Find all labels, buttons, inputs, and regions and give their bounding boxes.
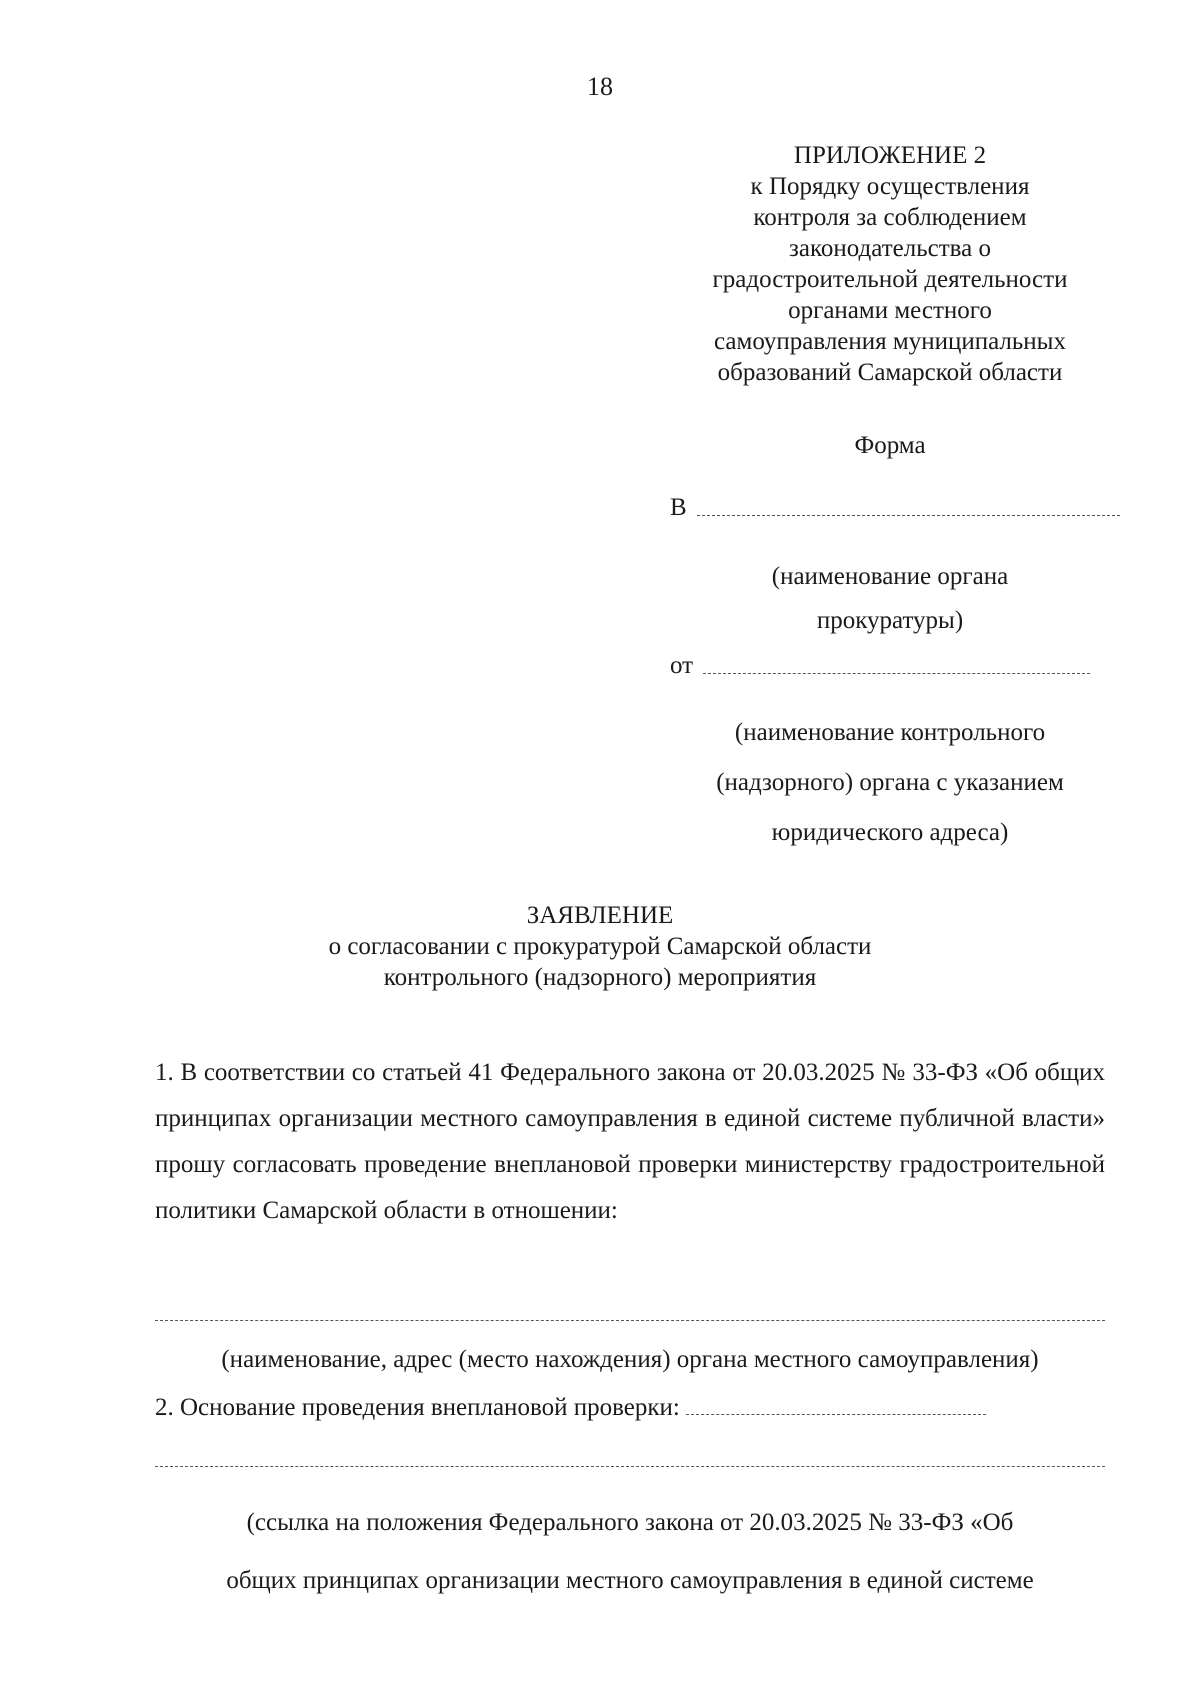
appendix-heading: ПРИЛОЖЕНИЕ 2	[793, 142, 987, 169]
addressee-from-line	[670, 652, 1120, 680]
addressee-from-caption-line: юридического адреса)	[771, 819, 1009, 846]
appendix-line: образований Самарской области	[717, 359, 1063, 386]
basis-caption	[155, 1494, 1105, 1610]
title-heading: ЗАЯВЛЕНИЕ	[526, 902, 674, 929]
appendix-line: к Порядку осуществления	[750, 173, 1030, 200]
appendix-line: законодательства о	[789, 235, 991, 262]
addressee-to-caption-line: (наименование органа	[771, 563, 1009, 590]
basis-fill-line[interactable]	[686, 1413, 986, 1415]
addressee-from-caption-line: (наименование контрольного	[734, 719, 1046, 746]
paragraph-2-text: 2. Основание проведения внеплановой проверки:	[155, 1394, 680, 1421]
addressee-to-caption	[660, 555, 1120, 643]
addressee-to-prefix: В	[670, 494, 687, 521]
paragraph-2	[155, 1394, 1105, 1422]
appendix-block	[660, 140, 1120, 388]
basis-fill-line-2[interactable]	[155, 1466, 1105, 1467]
object-caption: (наименование, адрес (место нахождения) органа местного самоуправления)	[221, 1346, 1039, 1373]
paragraph-1: 1. В соответствии со статьей 41 Федерального закона от 20.03.2025 № 33-ФЗ «Об общих принципах организации местного самоуправления в единой системе публичной власти» прошу согласовать проведение внеплановой проверки министерству градостроительной политики Самарской области в отношении:	[155, 1059, 1105, 1224]
addressee-to-line	[670, 494, 1120, 522]
addressee-from-prefix: от	[670, 652, 694, 679]
title-line: о согласовании с прокуратурой Самарской области	[328, 933, 872, 960]
addressee-from-caption	[660, 708, 1120, 858]
addressee-from-caption-line: (надзорного) органа с указанием	[716, 769, 1064, 796]
addressee-to-fill-line[interactable]	[697, 515, 1120, 516]
addressee-to-caption-line: прокуратуры)	[816, 607, 964, 634]
document-title	[0, 900, 1200, 993]
addressee-from-fill-line[interactable]	[703, 673, 1090, 674]
appendix-line: самоуправления муниципальных	[714, 328, 1066, 355]
title-line: контрольного (надзорного) мероприятия	[383, 964, 817, 991]
object-fill-line[interactable]	[155, 1320, 1105, 1321]
appendix-line: органами местного	[788, 297, 992, 324]
basis-caption-line: (ссылка на положения Федерального закона от 20.03.2025 № 33-ФЗ «Об	[246, 1509, 1014, 1536]
appendix-line: градостроительной деятельности	[712, 266, 1068, 293]
basis-caption-line: общих принципах организации местного самоуправления в единой системе	[226, 1567, 1034, 1594]
form-label: Форма	[854, 432, 926, 459]
appendix-line: контроля за соблюдением	[753, 204, 1027, 231]
page-number: 18	[587, 72, 613, 101]
